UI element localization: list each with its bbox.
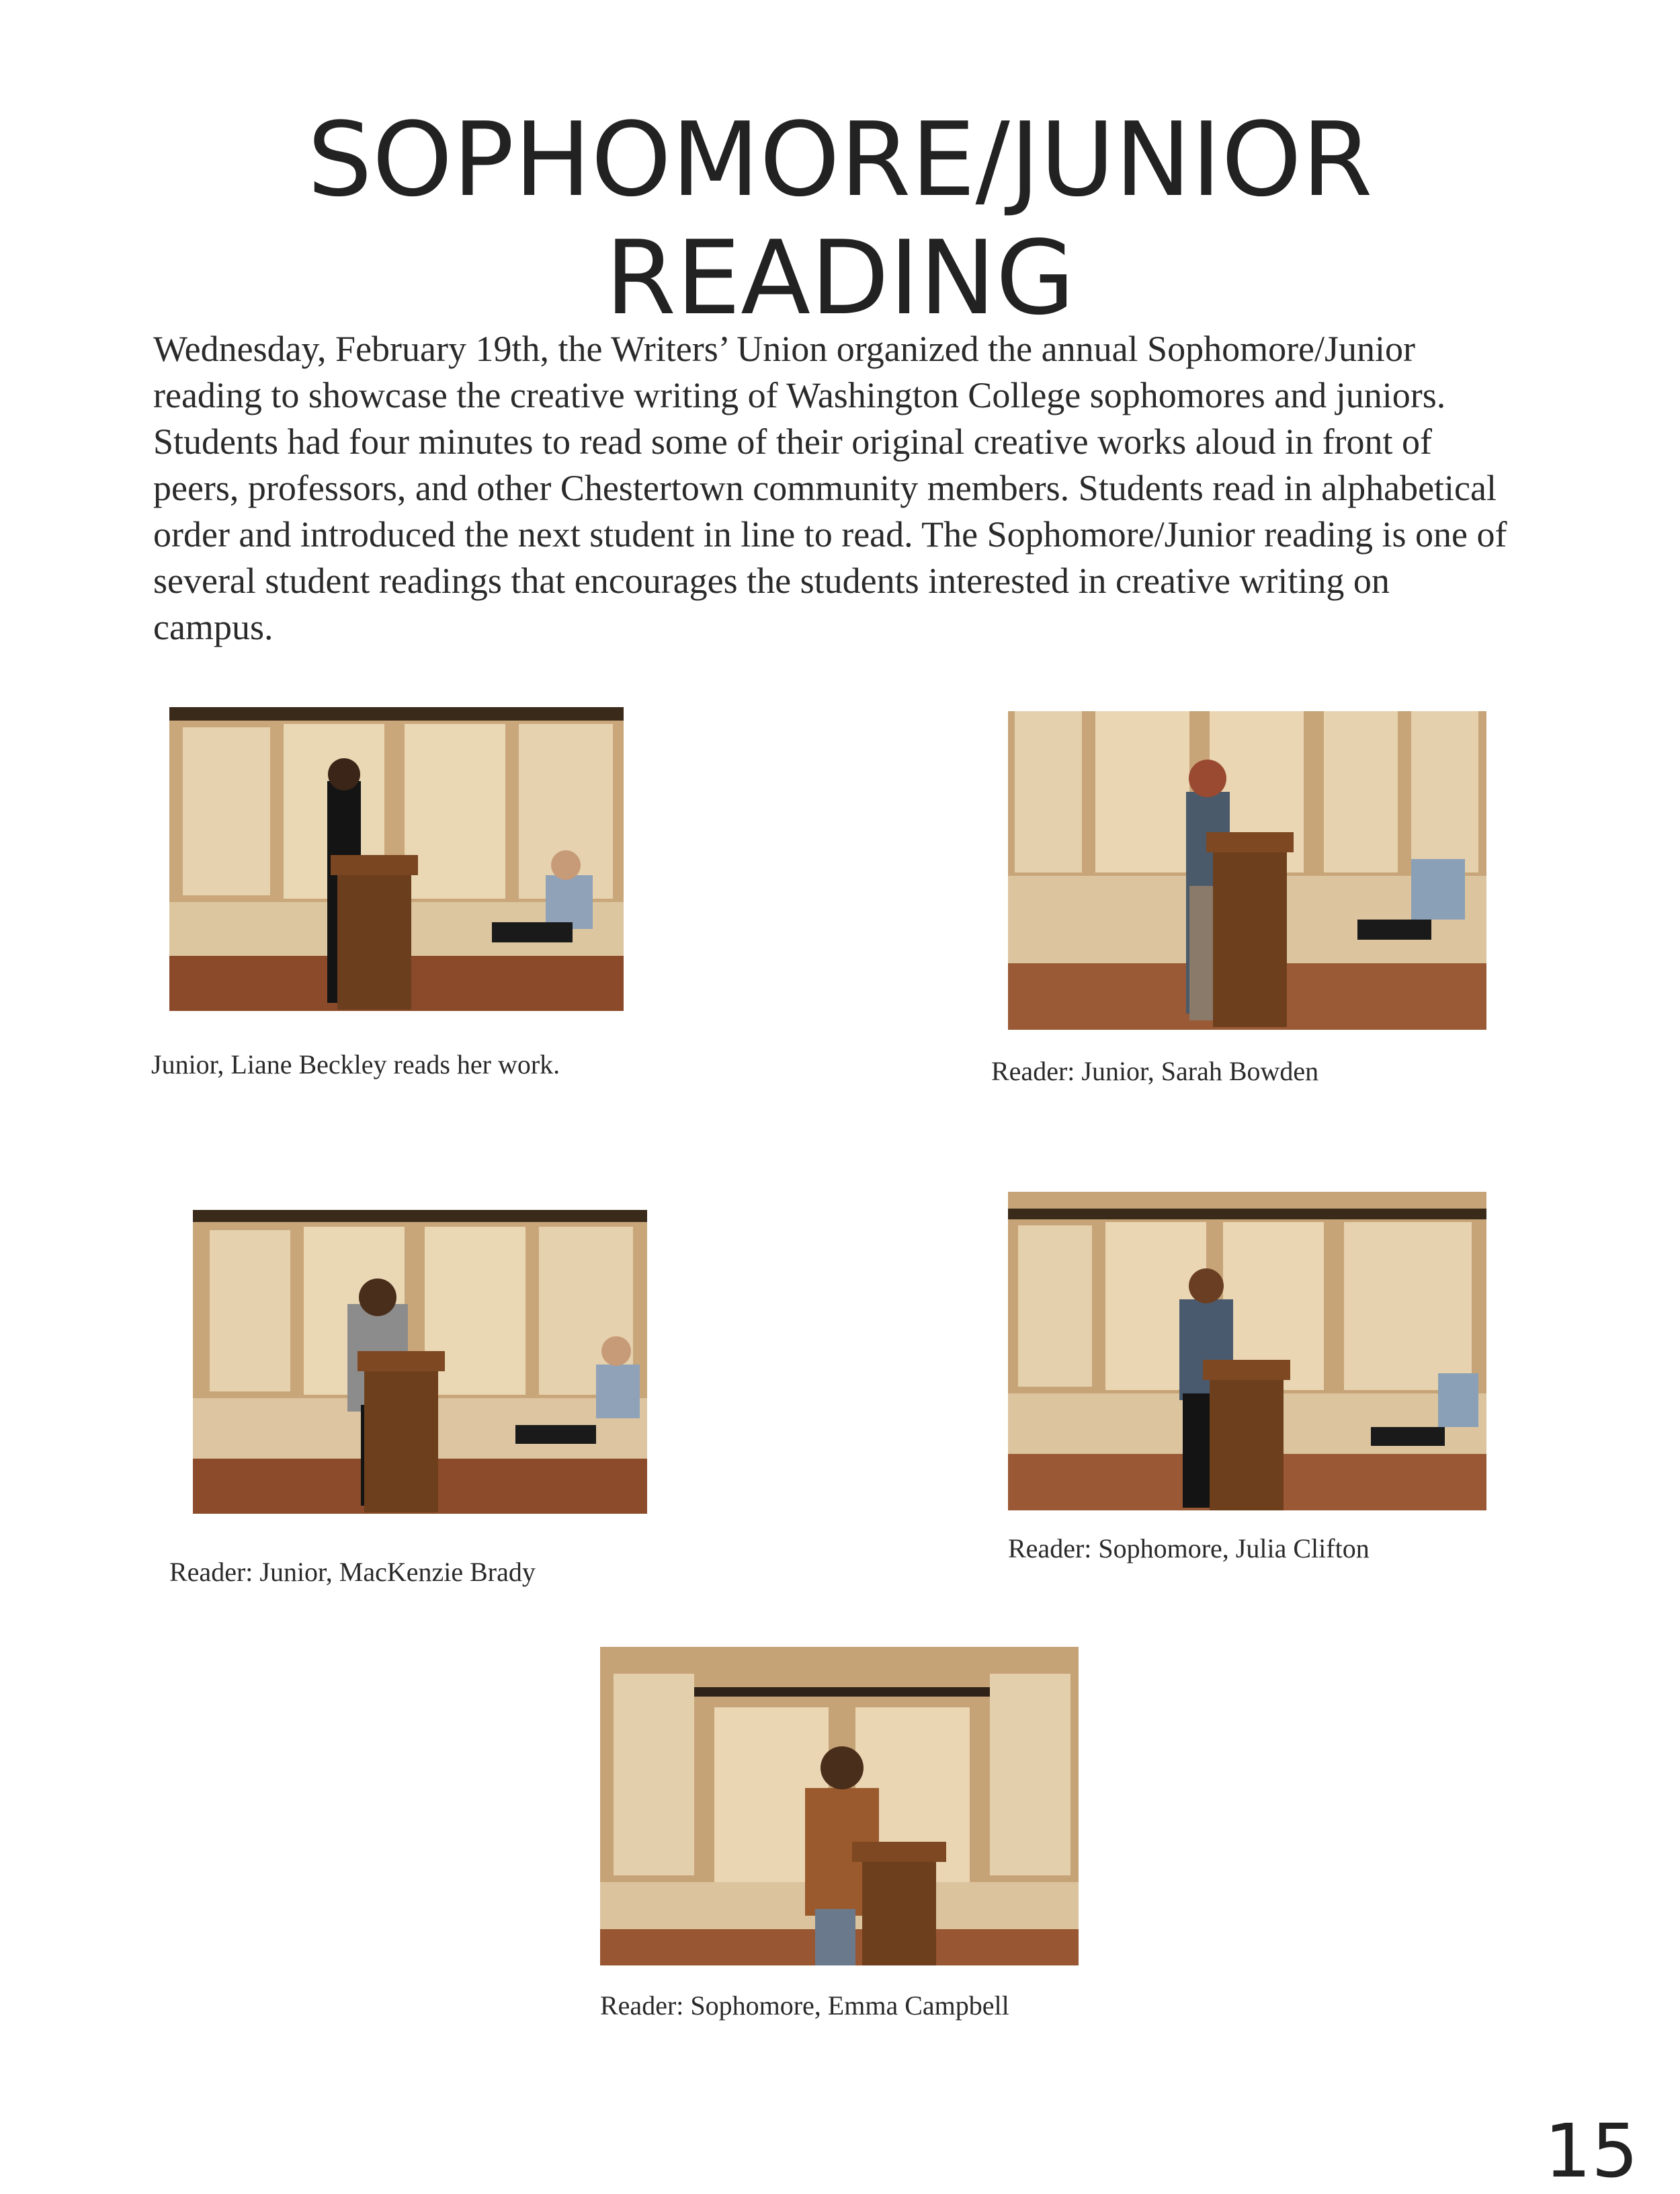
reading-photo-image bbox=[169, 707, 624, 1011]
reading-photo-image bbox=[193, 1210, 647, 1514]
reading-photo-image bbox=[1008, 711, 1486, 1030]
photo-julia-clifton bbox=[1008, 1192, 1486, 1510]
reading-photo-image bbox=[600, 1647, 1079, 1965]
photo-caption-2: Reader: Junior, Sarah Bowden bbox=[991, 1056, 1319, 1086]
title-line-1: SOPHOMORE/JUNIOR bbox=[307, 100, 1373, 219]
page-number: 15 bbox=[1544, 2108, 1638, 2194]
photo-emma-campbell bbox=[600, 1647, 1079, 1965]
intro-paragraph: Wednesday, February 19th, the Writers’ Union organized the annual Sophomore/Junior reading to showcase the creative writing of Washington College sophomores and juniors. Students had four minutes to read some of their original creative works aloud in front of peers, professors, and other Chestertown community members. Students read in alphabetical order and introduced the next student in line to read. The Sophomore/Junior reading is one of several student readings that encourages the students interested in creative writing on campus. bbox=[153, 329, 1507, 647]
photo-sarah-bowden bbox=[1008, 711, 1486, 1030]
photo-caption-1: Junior, Liane Beckley reads her work. bbox=[151, 1049, 560, 1080]
reading-photo-image bbox=[1008, 1192, 1486, 1510]
photo-liane-beckley bbox=[169, 707, 624, 1011]
title-line-2: READING bbox=[605, 218, 1075, 337]
photo-caption-3: Reader: Junior, MacKenzie Brady bbox=[169, 1557, 536, 1587]
photo-mackenzie-brady bbox=[193, 1210, 647, 1514]
page-title bbox=[0, 101, 1680, 337]
photo-caption-4: Reader: Sophomore, Julia Clifton bbox=[1008, 1533, 1370, 1563]
photo-caption-5: Reader: Sophomore, Emma Campbell bbox=[600, 1990, 1009, 2021]
